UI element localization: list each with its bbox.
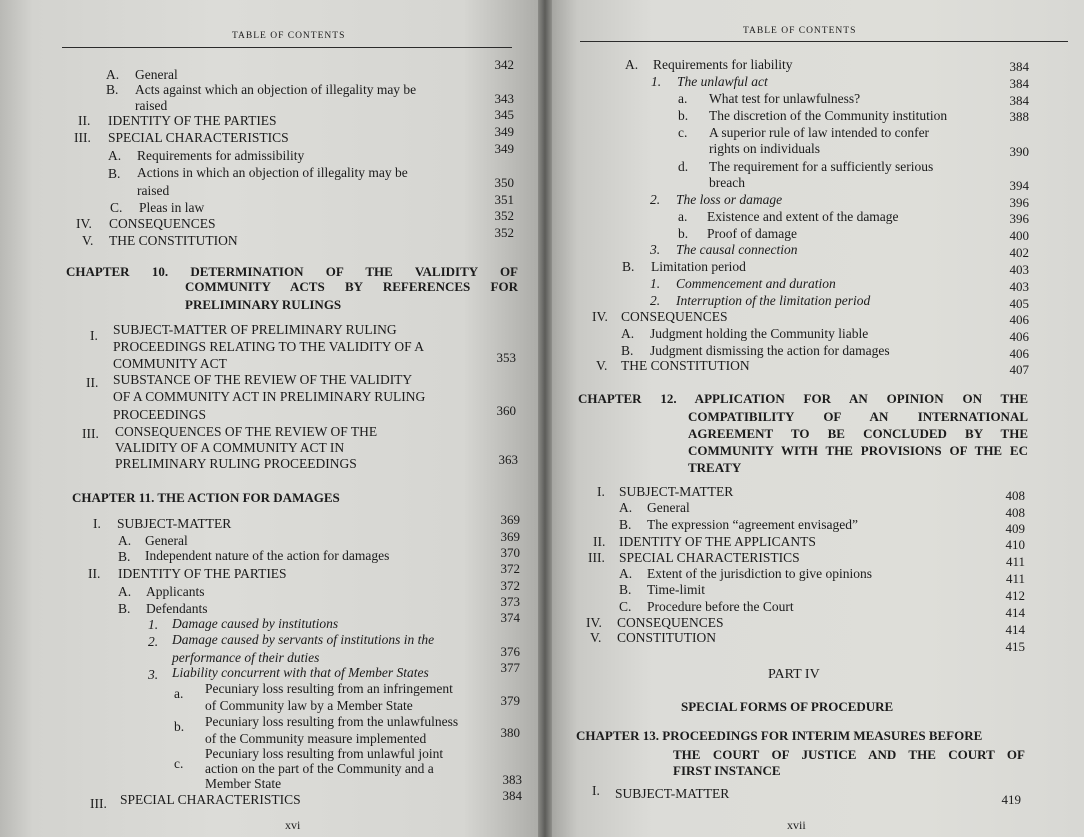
toc-entry-page: 342	[494, 57, 514, 72]
toc-entry-text: Judgment holding the Community liable	[650, 326, 869, 341]
toc-entry-text: SUBJECT-MATTER	[615, 786, 730, 801]
chapter-heading: CHAPTER 10. DETERMINATION OF THE VALIDITY OF	[66, 264, 518, 279]
toc-entry-label: B.	[619, 517, 632, 532]
toc-entry-page: 390	[1009, 144, 1029, 159]
chapter-heading: FIRST INSTANCE	[673, 763, 781, 778]
toc-entry-page: 415	[1005, 639, 1025, 654]
toc-entry-page: 369	[500, 512, 520, 527]
chapter-heading: CHAPTER 13. PROCEEDINGS FOR INTERIM MEASURES BEFORE	[576, 728, 983, 743]
page-number: xvii	[787, 818, 806, 832]
toc-entry-text: CONSEQUENCES	[109, 216, 216, 231]
toc-entry-label: A.	[625, 57, 639, 72]
toc-entry-page: 405	[1009, 296, 1029, 311]
header-rule	[580, 41, 1068, 42]
toc-entry-text: PROCEEDINGS RELATING TO THE VALIDITY OF A	[113, 339, 425, 354]
toc-entry-page: 384	[1009, 59, 1029, 74]
toc-entry-page: 370	[500, 545, 520, 560]
toc-entry-text: Liability concurrent with that of Member States	[172, 665, 429, 680]
toc-entry-text: CONSEQUENCES OF THE REVIEW OF THE	[115, 424, 378, 439]
toc-entry-text: PRELIMINARY RULING PROCEEDINGS	[115, 456, 357, 471]
toc-entry-page: 410	[1005, 537, 1025, 552]
toc-entry-page: 380	[500, 725, 520, 740]
toc-entry-text: Applicants	[146, 584, 205, 599]
toc-entry-page: 349	[494, 124, 514, 139]
toc-entry-text: Independent nature of the action for damages	[145, 548, 390, 563]
toc-entry-page: 406	[1009, 329, 1029, 344]
chapter-heading: AGREEMENT TO BE CONCLUDED BY THE	[688, 426, 1028, 441]
toc-entry-label: III.	[82, 426, 99, 441]
toc-entry-text: IDENTITY OF THE PARTIES	[118, 566, 287, 581]
toc-entry-label: 2.	[148, 634, 159, 649]
toc-entry-text: of the Community measure implemented	[205, 731, 427, 746]
toc-entry-text: breach	[709, 175, 745, 190]
toc-entry-label: d.	[678, 159, 689, 174]
toc-entry-text: COMMUNITY ACT	[113, 356, 227, 371]
running-header: TABLE OF CONTENTS	[743, 26, 857, 36]
toc-entry-label: a.	[678, 91, 688, 106]
chapter-heading: CHAPTER 11. THE ACTION FOR DAMAGES	[72, 490, 340, 505]
toc-entry-text: action on the part of the Community and a	[205, 761, 434, 776]
toc-entry-text: The causal connection	[676, 242, 798, 257]
toc-entry-text: Limitation period	[651, 259, 746, 274]
toc-entry-label: 1.	[148, 617, 159, 632]
toc-entry-text: THE CONSTITUTION	[621, 358, 750, 373]
toc-entry-text: raised	[137, 183, 170, 198]
toc-entry-page: 400	[1009, 228, 1029, 243]
toc-entry-text: SUBJECT-MATTER OF PRELIMINARY RULING	[113, 322, 397, 337]
toc-entry-label: V.	[590, 630, 602, 645]
toc-entry-text: Defendants	[146, 601, 208, 616]
toc-entry-text: SPECIAL CHARACTERISTICS	[108, 130, 289, 145]
toc-entry-text: IDENTITY OF THE PARTIES	[108, 113, 277, 128]
toc-entry-page: 384	[1009, 93, 1029, 108]
chapter-heading: PRELIMINARY RULINGS	[185, 297, 342, 312]
toc-entry-label: A.	[619, 500, 633, 515]
toc-entry-page: 388	[1009, 109, 1029, 124]
toc-entry-page: 383	[502, 772, 522, 787]
toc-entry-label: V.	[82, 233, 94, 248]
toc-entry-label: 1.	[651, 74, 662, 89]
toc-entry-page: 352	[494, 225, 514, 240]
toc-entry-label: A.	[118, 533, 132, 548]
toc-entry-label: III.	[588, 550, 605, 565]
toc-entry-page: 353	[496, 350, 516, 365]
part-heading: PART IV	[768, 667, 820, 682]
book-gutter	[538, 0, 552, 837]
toc-entry-text: The discretion of the Community institution	[709, 108, 948, 123]
toc-entry-page: 377	[500, 660, 520, 675]
toc-entry-text: Judgment dismissing the action for damages	[650, 343, 890, 358]
toc-entry-text: Actions in which an objection of illegality may be	[137, 165, 408, 180]
toc-entry-page: 374	[500, 610, 520, 625]
toc-entry-label: V.	[596, 358, 608, 373]
toc-entry-page: 363	[498, 452, 518, 467]
toc-entry-label: I.	[90, 328, 98, 343]
toc-entry-page: 419	[1001, 792, 1021, 807]
toc-entry-text: SPECIAL CHARACTERISTICS	[120, 792, 301, 807]
toc-entry-text: VALIDITY OF A COMMUNITY ACT IN	[115, 440, 345, 455]
toc-entry-page: 360	[496, 403, 516, 418]
toc-entry-label: a.	[174, 686, 184, 701]
toc-entry-label: A.	[118, 584, 132, 599]
toc-entry-text: Damage caused by servants of institutions in the	[172, 632, 435, 647]
running-header: TABLE OF CONTENTS	[232, 31, 346, 41]
chapter-heading: CHAPTER 12. APPLICATION FOR AN OPINION ON THE	[578, 391, 1028, 406]
toc-entry-page: 396	[1009, 195, 1029, 210]
toc-entry-label: b.	[678, 108, 689, 123]
header-rule	[62, 47, 512, 48]
toc-entry-text: of Community law by a Member State	[205, 698, 413, 713]
toc-entry-label: A.	[108, 148, 122, 163]
toc-entry-text: SUBJECT-MATTER	[117, 516, 232, 531]
toc-entry-label: I.	[592, 783, 600, 798]
toc-entry-text: The unlawful act	[677, 74, 768, 89]
toc-entry-text: IDENTITY OF THE APPLICANTS	[619, 534, 816, 549]
toc-entry-label: 3.	[148, 667, 159, 682]
toc-entry-label: IV.	[592, 309, 608, 324]
toc-entry-label: B.	[621, 343, 634, 358]
toc-entry-label: b.	[174, 719, 185, 734]
toc-entry-text: General	[145, 533, 188, 548]
toc-entry-label: B.	[619, 582, 632, 597]
toc-entry-page: 384	[502, 788, 522, 803]
toc-entry-text: Requirements for liability	[653, 57, 793, 72]
toc-entry-text: Interruption of the limitation period	[676, 293, 871, 308]
toc-entry-label: B.	[108, 166, 121, 181]
toc-entry-page: 350	[494, 175, 514, 190]
toc-entry-label: c.	[174, 756, 184, 771]
toc-entry-page: 373	[500, 594, 520, 609]
toc-entry-page: 351	[494, 192, 514, 207]
toc-entry-page: 414	[1005, 605, 1025, 620]
toc-entry-text: Procedure before the Court	[647, 599, 794, 614]
toc-entry-label: c.	[678, 125, 688, 140]
toc-entry-label: III.	[74, 130, 91, 145]
toc-entry-label: 2.	[650, 293, 661, 308]
toc-entry-label: a.	[678, 209, 688, 224]
toc-entry-label: II.	[78, 113, 91, 128]
toc-entry-text: Requirements for admissibility	[137, 148, 305, 163]
toc-entry-text: General	[647, 500, 690, 515]
toc-entry-text: Pecuniary loss resulting from the unlawfulness	[205, 714, 459, 729]
toc-entry-page: 384	[1009, 76, 1029, 91]
toc-entry-text: SUBJECT-MATTER	[619, 484, 734, 499]
toc-entry-text: General	[135, 67, 178, 82]
toc-entry-text: Pecuniary loss resulting from unlawful joint	[205, 746, 444, 761]
toc-entry-page: 376	[500, 644, 520, 659]
toc-entry-label: I.	[597, 484, 605, 499]
toc-entry-page: 343	[494, 91, 514, 106]
toc-entry-page: 406	[1009, 312, 1029, 327]
toc-entry-page: 402	[1009, 245, 1029, 260]
toc-entry-page: 411	[1005, 571, 1025, 586]
chapter-heading: THE COURT OF JUSTICE AND THE COURT OF	[673, 747, 1025, 762]
toc-entry-page: 414	[1005, 622, 1025, 637]
toc-entry-text: raised	[135, 98, 168, 113]
toc-entry-page: 403	[1009, 279, 1029, 294]
toc-entry-page: 412	[1005, 588, 1025, 603]
toc-entry-text: Member State	[205, 776, 282, 791]
toc-entry-text: CONSEQUENCES	[617, 615, 724, 630]
toc-entry-page: 406	[1009, 346, 1029, 361]
right-page	[545, 0, 1084, 837]
chapter-heading: COMMUNITY ACTS BY REFERENCES FOR	[185, 279, 518, 294]
toc-entry-label: 3.	[650, 242, 661, 257]
toc-entry-page: 369	[500, 529, 520, 544]
toc-entry-label: B.	[106, 82, 119, 97]
toc-entry-label: A.	[106, 67, 120, 82]
part-title: SPECIAL FORMS OF PROCEDURE	[681, 699, 894, 714]
toc-entry-label: B.	[118, 601, 131, 616]
toc-entry-label: A.	[619, 566, 633, 581]
toc-entry-text: CONSEQUENCES	[621, 309, 728, 324]
toc-entry-label: II.	[88, 566, 101, 581]
toc-entry-text: Time-limit	[647, 582, 706, 597]
chapter-heading: COMMUNITY WITH THE PROVISIONS OF THE EC	[688, 443, 1028, 458]
toc-entry-label: IV.	[586, 615, 602, 630]
toc-entry-label: IV.	[76, 216, 92, 231]
toc-entry-page: 407	[1009, 362, 1029, 377]
toc-entry-text: Existence and extent of the damage	[707, 209, 899, 224]
toc-entry-text: OF A COMMUNITY ACT IN PRELIMINARY RULING	[113, 389, 426, 404]
toc-entry-label: II.	[86, 375, 99, 390]
toc-entry-text: A superior rule of law intended to confer	[709, 125, 930, 140]
toc-entry-label: B.	[118, 549, 131, 564]
toc-entry-page: 396	[1009, 211, 1029, 226]
toc-entry-page: 345	[494, 107, 514, 122]
toc-entry-text: SPECIAL CHARACTERISTICS	[619, 550, 800, 565]
toc-entry-text: Proof of damage	[707, 226, 797, 241]
toc-entry-text: The requirement for a sufficiently serious	[709, 159, 934, 174]
toc-entry-label: C.	[110, 200, 123, 215]
toc-entry-label: III.	[90, 796, 107, 811]
toc-entry-text: PROCEEDINGS	[113, 407, 207, 422]
toc-entry-text: Extent of the jurisdiction to give opinions	[647, 566, 872, 581]
toc-entry-label: b.	[678, 226, 689, 241]
page-number: xvi	[285, 818, 301, 832]
toc-entry-text: THE CONSTITUTION	[109, 233, 238, 248]
toc-entry-text: SUBSTANCE OF THE REVIEW OF THE VALIDITY	[113, 372, 413, 387]
toc-entry-page: 403	[1009, 262, 1029, 277]
toc-entry-text: The loss or damage	[676, 192, 783, 207]
toc-entry-label: 2.	[650, 192, 661, 207]
toc-entry-label: B.	[622, 259, 635, 274]
toc-entry-page: 408	[1005, 505, 1025, 520]
toc-entry-page: 411	[1005, 554, 1025, 569]
toc-entry-label: A.	[621, 326, 635, 341]
toc-entry-text: The expression “agreement envisaged”	[647, 517, 859, 532]
toc-entry-text: Acts against which an objection of illegality may be	[135, 82, 417, 97]
toc-entry-label: 1.	[650, 276, 661, 291]
toc-entry-label: II.	[593, 534, 606, 549]
toc-entry-page: 352	[494, 208, 514, 223]
toc-entry-text: Damage caused by institutions	[172, 616, 339, 631]
toc-entry-page: 409	[1005, 521, 1025, 536]
chapter-heading: TREATY	[688, 460, 742, 475]
toc-entry-page: 394	[1009, 178, 1029, 193]
toc-entry-text: performance of their duties	[172, 650, 320, 665]
toc-entry-text: CONSTITUTION	[617, 630, 716, 645]
toc-entry-text: rights on individuals	[709, 141, 820, 156]
toc-entry-text: Pleas in law	[139, 200, 205, 215]
toc-entry-text: Commencement and duration	[676, 276, 836, 291]
toc-entry-page: 372	[500, 578, 520, 593]
toc-entry-page: 372	[500, 561, 520, 576]
toc-entry-label: C.	[619, 599, 632, 614]
toc-entry-text: What test for unlawfulness?	[709, 91, 861, 106]
toc-entry-text: Pecuniary loss resulting from an infringement	[205, 681, 453, 696]
toc-entry-label: I.	[93, 516, 101, 531]
toc-entry-page: 408	[1005, 488, 1025, 503]
toc-entry-page: 379	[500, 693, 520, 708]
toc-entry-page: 349	[494, 141, 514, 156]
chapter-heading: COMPATIBILITY OF AN INTERNATIONAL	[688, 409, 1028, 424]
